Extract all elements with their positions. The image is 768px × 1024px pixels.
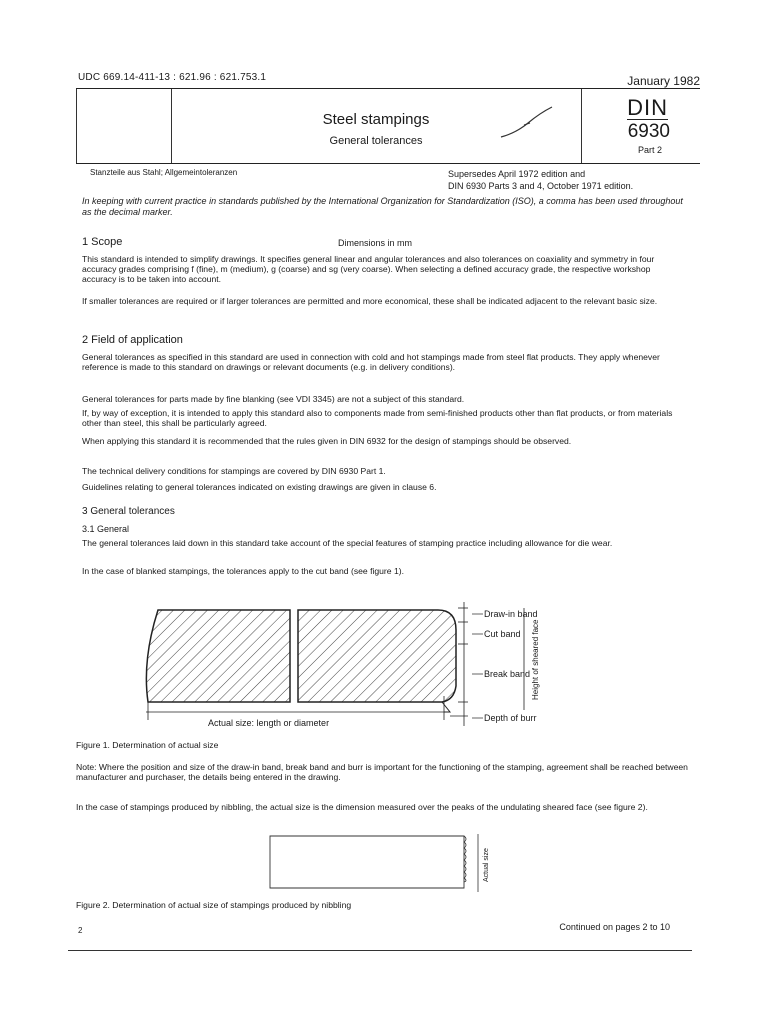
field-paragraph-4: When applying this standard it is recommended that the rules given in DIN 6932 for the design of stampings should be observed. xyxy=(82,436,572,446)
field-paragraph-2: General tolerances for parts made by fine blanking (see VDI 3345) are not a subject of this standard. xyxy=(82,394,465,404)
din-part: Part 2 xyxy=(637,145,662,155)
stamping-section-right xyxy=(298,610,456,702)
general-paragraph-1: The general tolerances laid down in this standard take account of the special features of stamping practice including allowance for die wear. xyxy=(82,538,613,548)
supersedes-line-1: Supersedes April 1972 edition and xyxy=(448,169,586,179)
field-paragraph-3: If, by way of exception, it is intended to apply this standard also to components made from semi-finished products other than flat products, or from materials other than steel, this shall be particularly agreed. xyxy=(82,408,673,428)
page-number: 2 xyxy=(78,926,83,935)
subsection-general-title: 3.1 General xyxy=(82,524,130,534)
figure-2-diagram xyxy=(264,830,494,900)
dimensions-note: Dimensions in mm xyxy=(338,238,413,248)
supersedes-note xyxy=(448,168,633,192)
supersedes-line-2: DIN 6930 Parts 3 and 4, October 1971 edition. xyxy=(448,181,634,191)
section-general-title: 3 General tolerances xyxy=(82,506,175,517)
figure-1-caption: Figure 1. Determination of actual size xyxy=(76,740,219,750)
field-paragraph-5: The technical delivery conditions for stampings are covered by DIN 6930 Part 1. xyxy=(82,466,386,476)
handwritten-mark xyxy=(496,103,556,143)
bottom-rule xyxy=(68,950,692,951)
scope-paragraph-2: If smaller tolerances are required or if larger tolerances are permitted and more economical, these shall be indicated adjacent to the relevant basic size. xyxy=(82,296,658,306)
continued-note: Continued on pages 2 to 10 xyxy=(559,922,670,932)
dimension-lines xyxy=(450,602,524,726)
label-cut-band: Cut band xyxy=(484,629,521,639)
note-paragraph: Note: Where the position and size of the draw-in band, break band and burr is important for the functioning of the stamping, agreement shall be reached between manufacturer and purchaser, the details being entered in the drawing. xyxy=(76,762,688,782)
general-paragraph-2: In the case of blanked stampings, the tolerances apply to the cut band (see figure 1). xyxy=(82,566,404,576)
label-break-band: Break band xyxy=(484,669,531,679)
label-actual-size: Actual size: length or diameter xyxy=(208,718,330,728)
din-cell xyxy=(581,89,700,163)
label-height-sheared-face: Height of sheared face xyxy=(531,619,540,700)
figure-1-diagram xyxy=(138,600,698,760)
title-block-left-cell xyxy=(76,89,172,163)
document-subtitle: General tolerances xyxy=(329,135,423,147)
label-actual-size-2: Actual size xyxy=(483,848,490,882)
field-paragraph-6: Guidelines relating to general tolerances indicated on existing drawings are given in clause 6. xyxy=(82,482,437,492)
decimal-marker-note: In keeping with current practice in standards published by the International Organization for Standardization (ISO), a comma has been used throughout as the decimal marker. xyxy=(82,196,683,217)
label-draw-in-band: Draw-in band xyxy=(484,609,538,619)
document-title: Steel stampings xyxy=(322,111,430,128)
stamping-section-left xyxy=(146,610,290,702)
title-block xyxy=(76,88,700,164)
field-paragraph-1: General tolerances as specified in this standard are used in connection with cold and hot stampings made from steel flat products. They apply whenever reference is made to this standard on drawings or relevant documents (e.g. in delivery conditions). xyxy=(82,352,660,372)
din-logo: DIN xyxy=(627,95,668,120)
scope-paragraph-1: This standard is intended to simplify drawings. It specifies general linear and angular tolerances and also tolerances on coaxiality and symmetry in four accuracy grades comprising f (fine), m (medium), g (coarse) and sg (very coarse). When selecting a defined accuracy grade, the respective workshop accuracy is to be taken into account. xyxy=(82,254,655,284)
document-page xyxy=(68,70,700,956)
german-title: Stanzteile aus Stahl; Allgemeintoleranzen xyxy=(90,168,238,177)
din-number: 6930 xyxy=(627,121,670,142)
udc-number: UDC 669.14-411-13 : 621.96 : 621.753.1 xyxy=(78,72,267,83)
nibbling-paragraph: In the case of stampings produced by nibbling, the actual size is the dimension measured over the peaks of the undulating sheared face (see figure 2). xyxy=(76,802,648,812)
label-depth-of-burr: Depth of burr xyxy=(484,713,537,723)
section-scope-title: 1 Scope xyxy=(82,236,123,248)
publication-date: January 1982 xyxy=(627,74,700,88)
figure-2-caption: Figure 2. Determination of actual size of stampings produced by nibbling xyxy=(76,900,352,910)
section-field-title: 2 Field of application xyxy=(82,334,183,346)
